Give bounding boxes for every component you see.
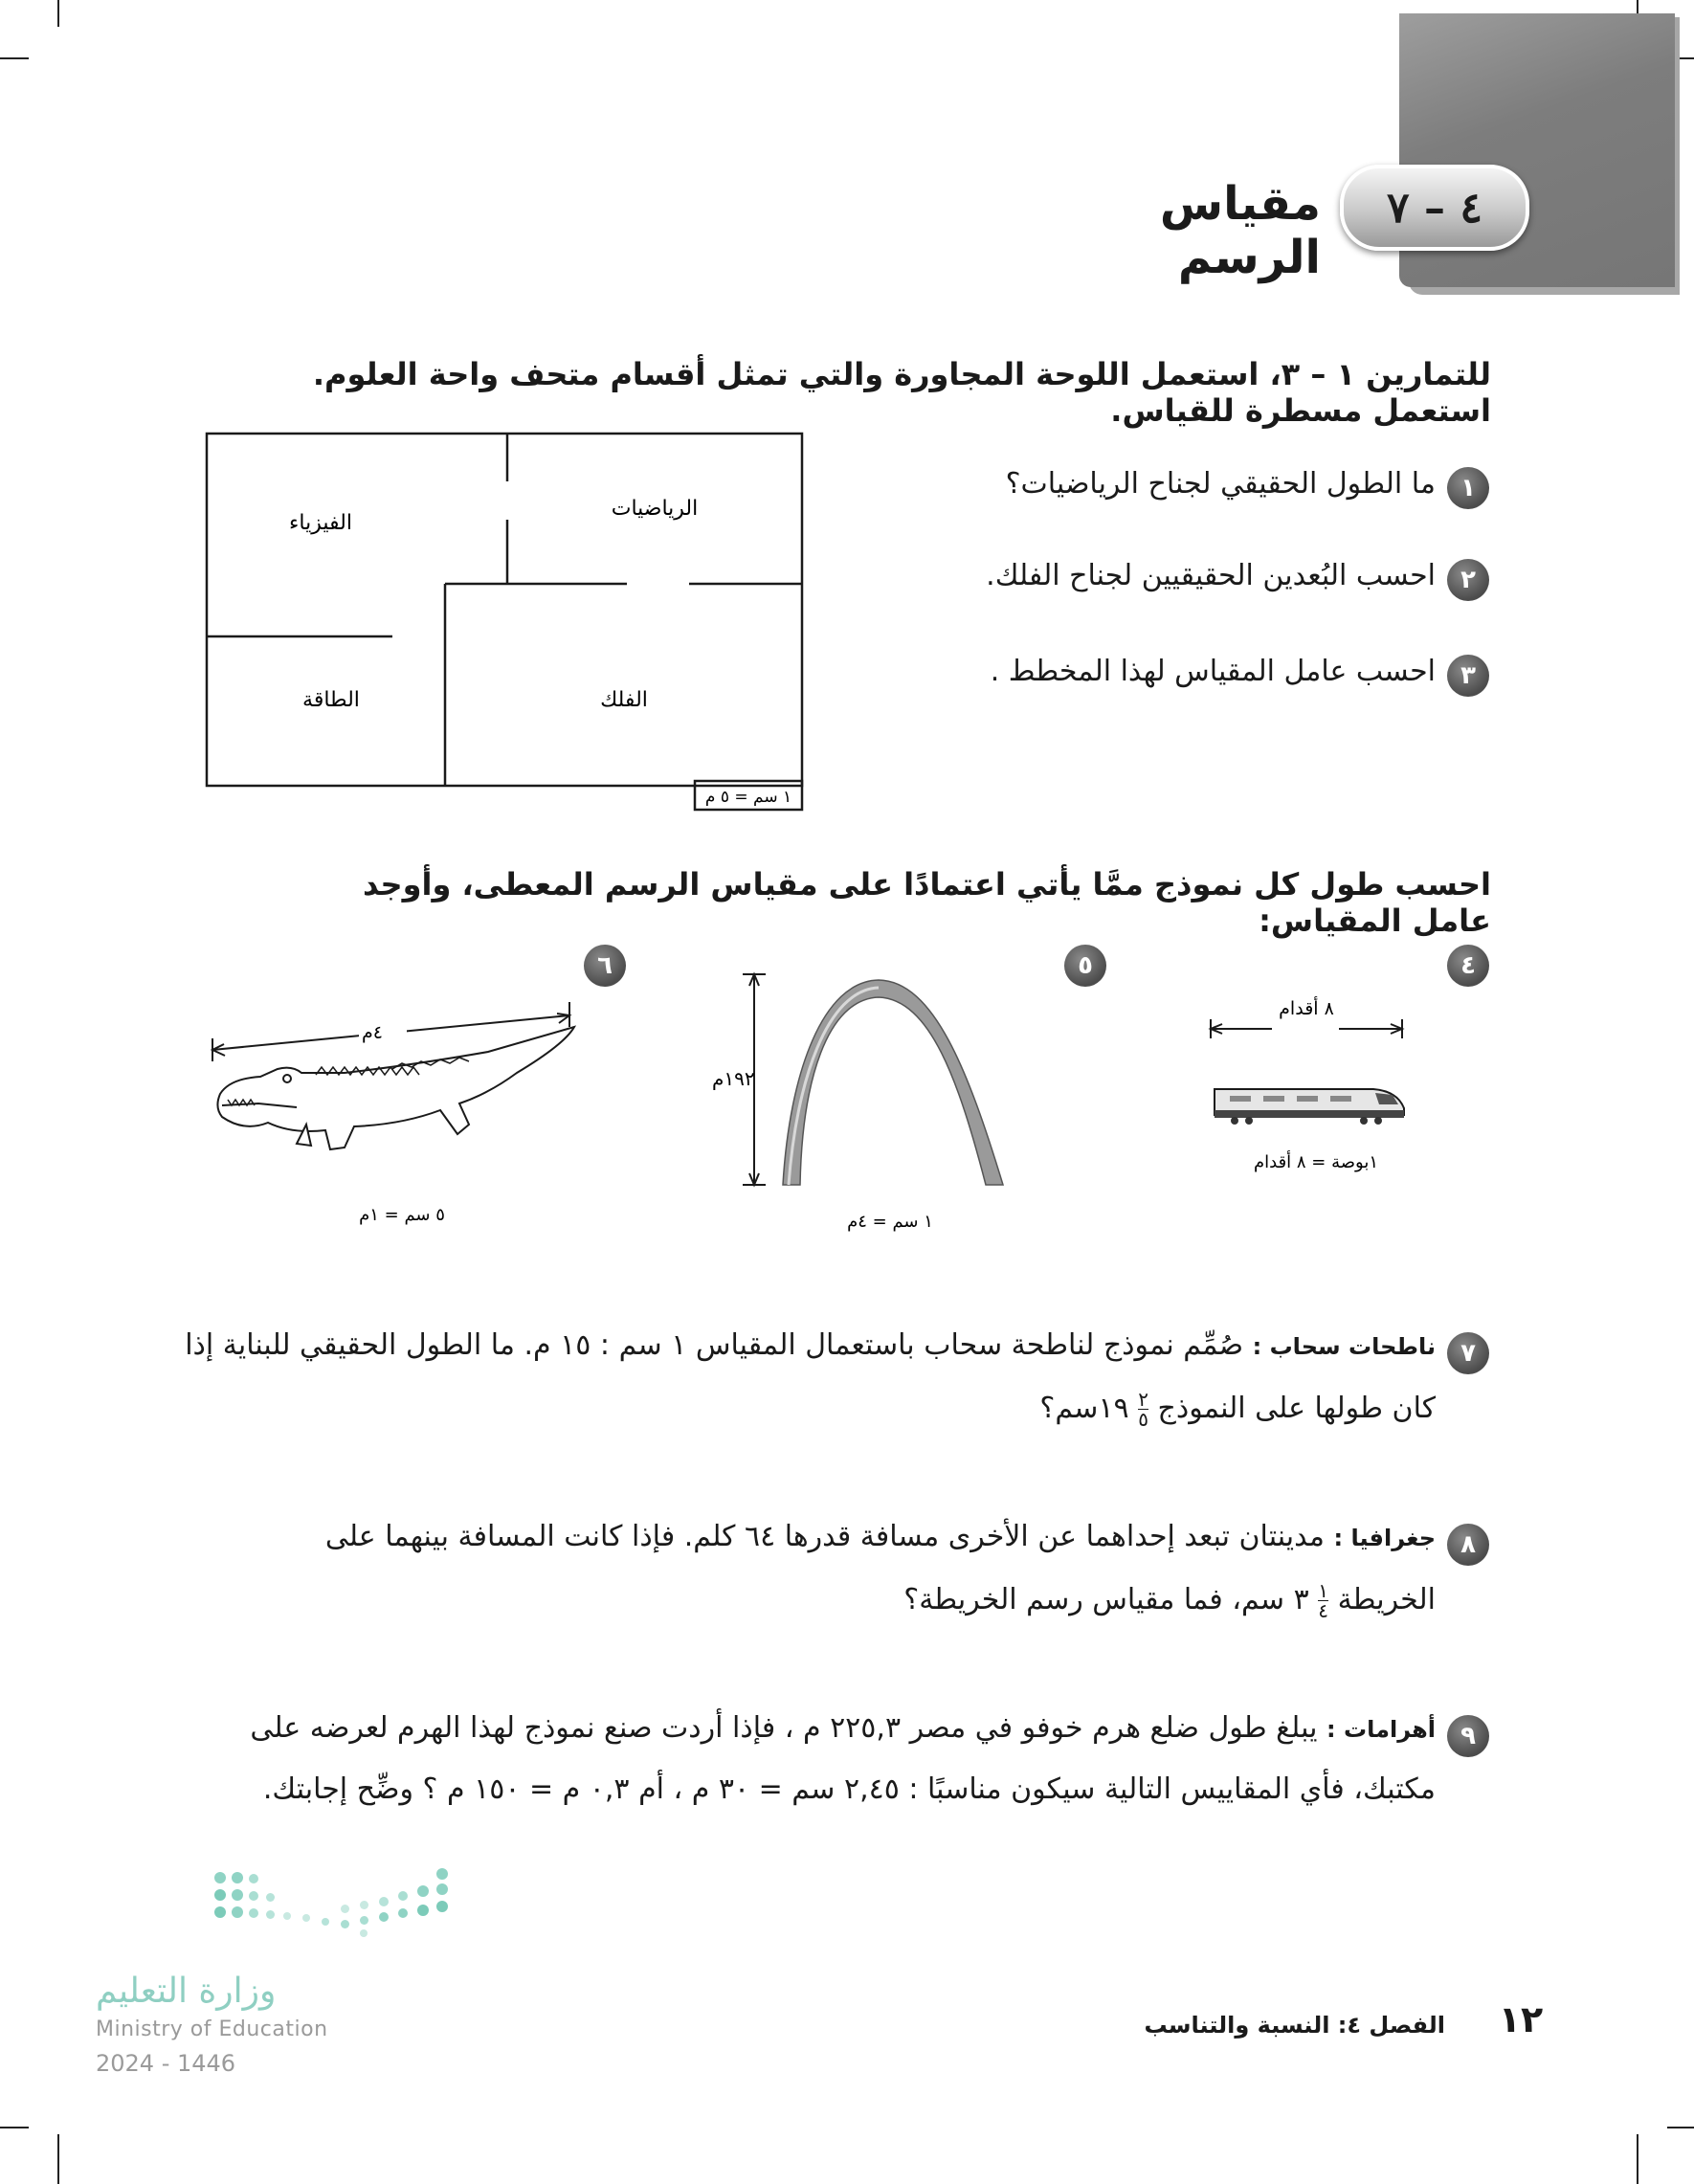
- question-text: ما الطول الحقيقي لجناح الرياضيات؟: [1005, 467, 1436, 501]
- question-number-badge: ٦: [584, 945, 626, 987]
- problem-9-line1: [211, 1711, 1436, 1745]
- arch-height-label: ١٩٢م: [712, 1067, 755, 1090]
- page-number: ١٢: [1498, 1998, 1544, 2040]
- fraction-denominator: ٤: [1318, 1599, 1329, 1622]
- problem-8-line2: [574, 1581, 1436, 1620]
- fraction: [1138, 1390, 1148, 1429]
- ministry-name-arabic: وزارة التعليم: [96, 1972, 277, 2011]
- question-text: احسب عامل المقياس لهذا المخطط .: [990, 655, 1436, 688]
- crocodile-length-label: ٤م: [362, 1022, 383, 1043]
- ministry-logo-dots: [211, 1866, 459, 1943]
- fraction-denominator: ٥: [1138, 1408, 1148, 1431]
- ministry-name-english: Ministry of Education: [96, 2017, 328, 2041]
- question-number-badge: ١: [1447, 467, 1489, 509]
- problem-8-text-post: ٣ سم، فما مقياس رسم الخريطة؟: [903, 1583, 1309, 1616]
- problem-8-text: مدينتان تبعد إحداهما عن الأخرى مسافة قدرها ٦٤ كلم. فإذا كانت المسافة بينهما على: [324, 1520, 1325, 1553]
- room-astronomy: الفلك: [600, 688, 648, 712]
- problem-9-text: يبلغ طول ضلع هرم خوفو في مصر ٢٢٥,٣ م ، فإذا أردت صنع نموذج لهذا الهرم لعرضه على: [250, 1711, 1318, 1745]
- room-physics: الفيزياء: [289, 511, 352, 535]
- chapter-title: الفصل ٤: النسبة والتناسب: [1144, 2012, 1445, 2039]
- question-number-badge: ٩: [1447, 1715, 1489, 1757]
- problem-9-line2: مكتبك، فأي المقاييس التالية سيكون مناسبًا : ٢,٤٥ سم = ٣٠ م ، أم ٠,٣ م = ١٥٠ م ؟ وضِّح إجابتك.: [262, 1772, 1436, 1806]
- arch-scale-label: ١ سم = ٤م: [847, 1212, 933, 1232]
- problem-8-line1: [287, 1520, 1436, 1553]
- fraction-numerator: ٢: [1138, 1388, 1148, 1411]
- problem-7-text-pre: كان طولها على النموذج: [1157, 1392, 1436, 1425]
- problem-7-line2: [574, 1390, 1436, 1429]
- crocodile-icon: [217, 1027, 574, 1149]
- question-number-badge: ٥: [1064, 945, 1106, 987]
- problem-9-label: أهرامات :: [1326, 1716, 1436, 1743]
- problem-8-text-pre: الخريطة: [1337, 1583, 1436, 1616]
- room-mathematics: الرياضيات: [611, 497, 699, 521]
- arch-icon: [783, 980, 1003, 1185]
- lesson-number: ٤ – ٧: [1387, 183, 1482, 233]
- train-figure: [1201, 986, 1416, 1177]
- instruction-exercises-4-6: احسب طول كل نموذج ممَّا يأتي اعتمادًا على مقياس الرسم المعطى، وأوجد عامل المقياس:: [363, 866, 1491, 939]
- plan-scale-label: ١ سم = ٥ م: [704, 788, 792, 807]
- train-icon: [1215, 1089, 1404, 1125]
- question-number-badge: ٣: [1447, 655, 1489, 697]
- instruction-exercises-1-3: للتمارين ١ – ٣، استعمل اللوحة المجاورة والتي تمثل أقسام متحف واحة العلوم. استعمل مسطرة للقياس.: [312, 356, 1491, 429]
- question-number-badge: ٨: [1447, 1524, 1489, 1566]
- problem-7-label: ناطحات سحاب :: [1252, 1333, 1436, 1360]
- train-scale-label: ١بوصة = ٨ أقدام: [1253, 1152, 1379, 1172]
- edition-year: 2024 - 1446: [96, 2050, 236, 2077]
- question-number-badge: ٧: [1447, 1332, 1489, 1374]
- train-length-label: ٨ أقدام: [1279, 998, 1334, 1019]
- gateway-arch-figure: [708, 967, 1014, 1244]
- problem-7-text-post: ١٩سم؟: [1039, 1392, 1129, 1425]
- fraction-numerator: ١: [1318, 1579, 1329, 1602]
- lesson-title: مقياس الرسم: [1159, 177, 1321, 284]
- problem-7-text: صُمِّم نموذج لناطحة سحاب باستعمال المقياس ١ سم : ١٥ م. ما الطول الحقيقي للبناية إذا: [185, 1328, 1244, 1362]
- problem-8-label: جغرافيا :: [1333, 1525, 1436, 1551]
- question-text: احسب البُعدين الحقيقيين لجناح الفلك.: [986, 559, 1436, 592]
- crocodile-figure: [201, 981, 584, 1239]
- question-number-badge: ٢: [1447, 559, 1489, 601]
- lesson-number-badge: [1340, 165, 1529, 251]
- problem-7-line1: [172, 1328, 1436, 1362]
- question-number-badge: ٤: [1447, 945, 1489, 987]
- museum-floor-plan: [201, 429, 814, 821]
- room-energy: الطاقة: [302, 688, 360, 712]
- crocodile-scale-label: ٥ سم = ١م: [359, 1205, 445, 1225]
- fraction: [1318, 1581, 1328, 1620]
